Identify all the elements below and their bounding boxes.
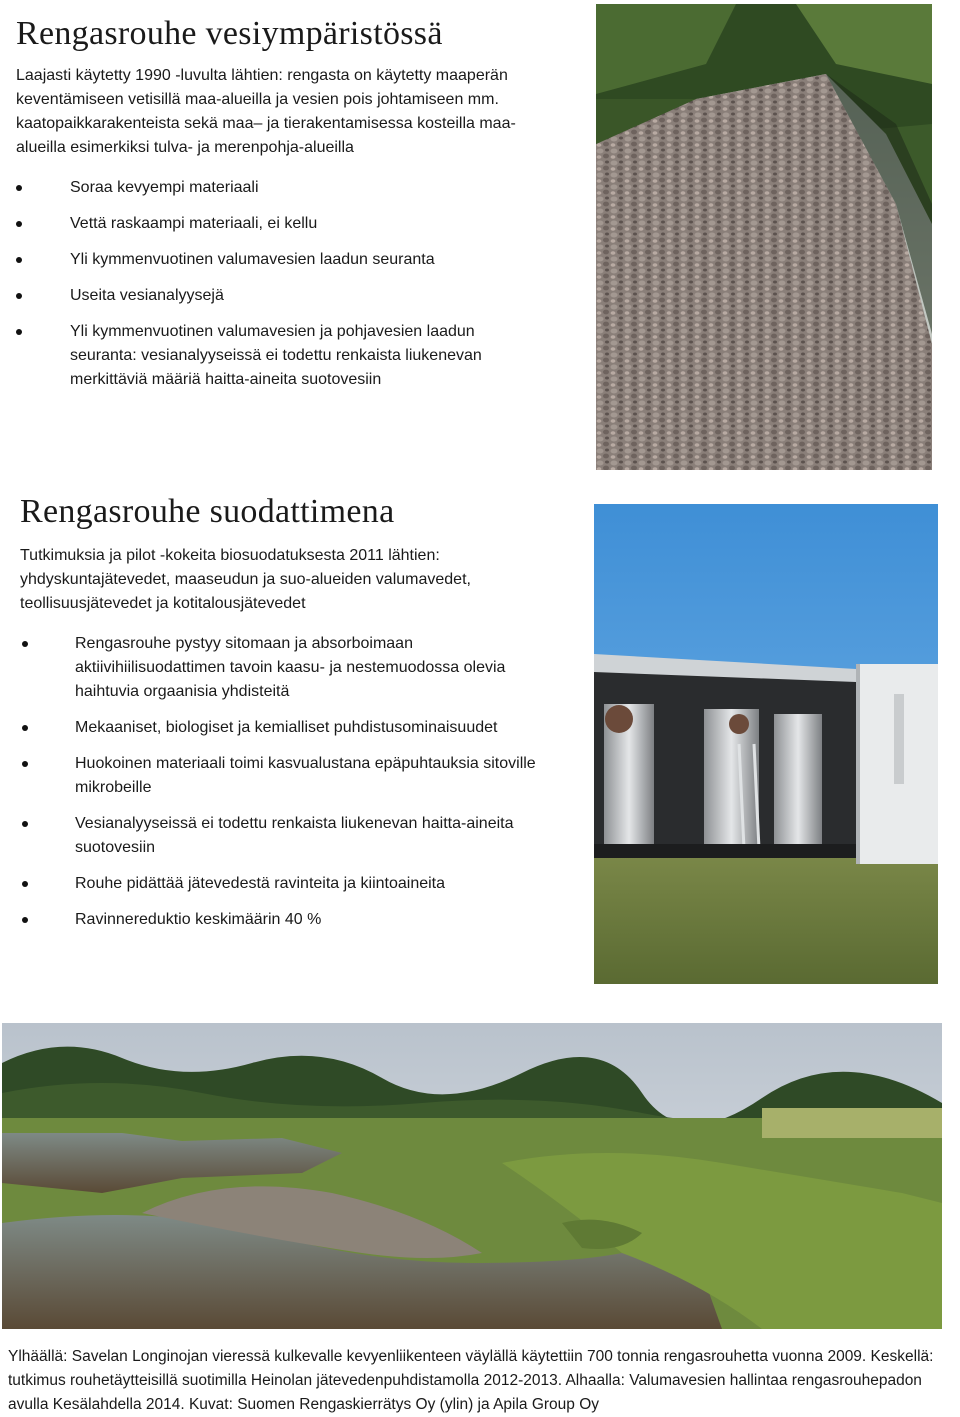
- bullet-icon: [22, 917, 28, 923]
- bullet-icon: [16, 257, 22, 263]
- bullet-icon: [22, 725, 28, 731]
- bullet-icon: [16, 221, 22, 227]
- section2-intro: Tutkimuksia ja pilot -kokeita biosuodatuksesta 2011 lähtien: yhdyskuntajätevedet, maaseudun ja suo-alueiden valumavedet, teollisuusjätevedet ja kotitalousjätevedet: [20, 547, 471, 612]
- bullet-icon: [16, 329, 22, 335]
- list-item: Ravinnereduktio keskimäärin 40 %: [20, 908, 580, 932]
- bullet-icon: [22, 761, 28, 767]
- bullet-icon: [16, 185, 22, 191]
- section-filter: [20, 492, 580, 932]
- list-item: Mekaaniset, biologiset ja kemialliset puhdistusominaisuudet: [20, 716, 580, 740]
- photo-runoff-pond: [2, 1023, 942, 1329]
- photo-caption: Ylhäällä: Savelan Longinojan vieressä kulkevalle kevyenliikenteen väylällä käytettiin 700 tonnia rengasrouhetta vuonna 2009. Keskellä: tutkimus rouhetäytteisillä suotimilla Heinolan jätevedenpuhdistamolla 2012-2013. Alhaalla: Valumavesien hallintaa rengasrouhepadon avulla Kesälahdella 2014. Kuvat: Suomen Rengaskierrätys Oy (ylin) ja Apila Group Oy: [8, 1348, 934, 1413]
- bullet-icon: [22, 641, 28, 647]
- list-item: Vettä raskaampi materiaali, ei kellu: [16, 212, 576, 236]
- list-item: Yli kymmenvuotinen valumavesien ja pohjavesien laadun seuranta: vesianalyyseissä ei todettu renkaista liukenevan merkittäviä määriä haitta-aineita suotovesiin: [16, 320, 530, 392]
- photo-rubber-crumb-path: [596, 4, 932, 470]
- section1-title: Rengasrouhe vesiympäristössä: [16, 15, 443, 52]
- section1-intro: Laajasti käytetty 1990 -luvulta lähtien: rengasta on käytetty maaperän keventämiseen vetisillä maa-alueilla ja vesien pois johtamiseen mm. kaatopaikkarakenteista sekä maa– ja tierakentamisessa kosteilla maa-alueilla esimerkiksi tulva- ja merenpohja-alueilla: [16, 67, 516, 156]
- section2-bullet-list: [20, 632, 580, 932]
- section1-bullet-list: [16, 176, 576, 392]
- list-item: Useita vesianalyysejä: [16, 284, 576, 308]
- bullet-icon: [16, 293, 22, 299]
- list-item: Huokoinen materiaali toimi kasvualustana epäpuhtauksia sitoville mikrobeille: [20, 752, 545, 800]
- list-item: Soraa kevyempi materiaali: [16, 176, 576, 200]
- list-item: Rouhe pidättää jätevedestä ravinteita ja kiintoaineita: [20, 872, 580, 896]
- list-item: Vesianalyyseissä ei todettu renkaista liukenevan haitta-aineita suotovesiin: [20, 812, 575, 860]
- section2-title: Rengasrouhe suodattimena: [20, 493, 395, 530]
- list-item: Rengasrouhe pystyy sitomaan ja absorboimaan aktiivihiilisuodattimen tavoin kaasu- ja nestemuodossa olevia haihtuvia orgaanisia yhdisteitä: [20, 632, 555, 704]
- bullet-icon: [22, 881, 28, 887]
- bullet-icon: [22, 821, 28, 827]
- section-water-environment: [16, 14, 576, 392]
- photo-filter-container: [594, 504, 938, 984]
- list-item: Yli kymmenvuotinen valumavesien laadun seuranta: [16, 248, 576, 272]
